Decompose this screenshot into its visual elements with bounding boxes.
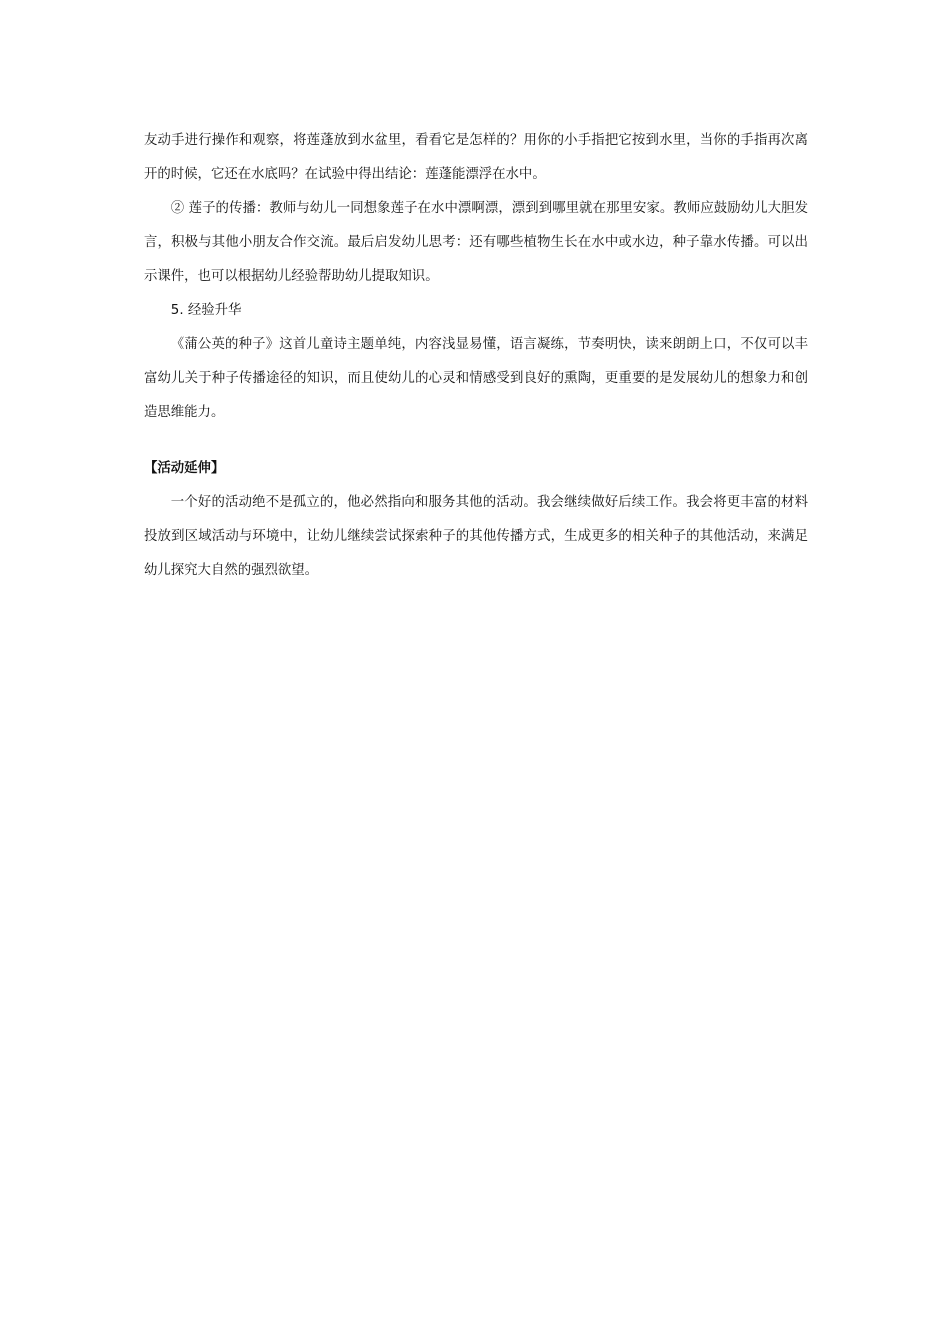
subheading-experience: 5. 经验升华 (170, 303, 242, 318)
paragraph-poem-summary: 《蒲公英的种子》这首儿童诗主题单纯，内容浅显易懂，语言凝练，节奏明快，读来朗朗上口，不仅可以丰富幼儿关于种子传播途径的知识，而且使幼儿的心灵和情感受到良好的熏陶，更重要的是发展幼儿的想象力和创造思维能力。 (144, 337, 808, 420)
document-body (144, 124, 808, 588)
paragraph-observation: 友动手进行操作和观察，将莲蓬放到水盆里，看看它是怎样的？用你的小手指把它按到水里，当你的手指再次离开的时候，它还在水底吗？在试验中得出结论：莲蓬能漂浮在水中。 (144, 133, 808, 182)
section-title-extension: 【活动延伸】 (144, 461, 225, 476)
paragraph-extension: 一个好的活动绝不是孤立的，他必然指向和服务其他的活动。我会继续做好后续工作。我会将更丰富的材料投放到区域活动与环境中，让幼儿继续尝试探索种子的其他传播方式，生成更多的相关种子的其他活动，来满足幼儿探究大自然的强烈欲望。 (144, 495, 808, 578)
paragraph-lotus-seed-spread: ② 莲子的传播：教师与幼儿一同想象莲子在水中漂啊漂，漂到到哪里就在那里安家。教师应鼓励幼儿大胆发言，积极与其他小朋友合作交流。最后启发幼儿思考：还有哪些植物生长在水中或水边，种子靠水传播。可以出示课件，也可以根据幼儿经验帮助幼儿提取知识。 (144, 201, 808, 284)
